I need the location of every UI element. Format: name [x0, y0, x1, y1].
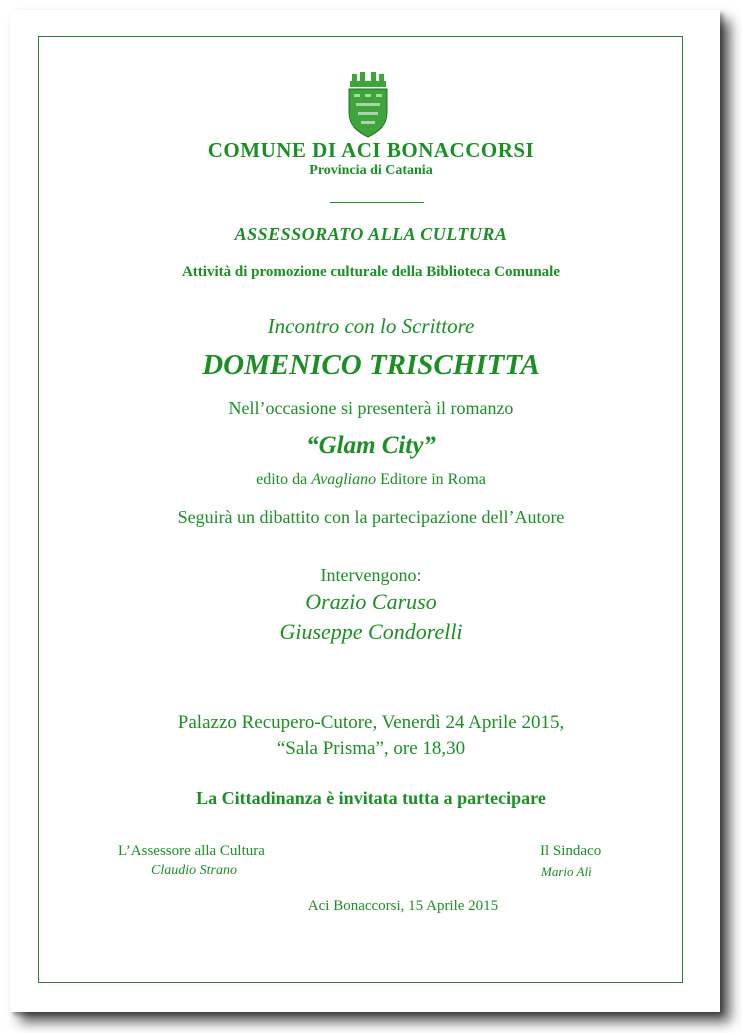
- activity-line: Attività di promozione culturale della Biblioteca Comunale: [181, 264, 561, 280]
- assessor-title: L’Assessore alla Cultura: [118, 843, 265, 859]
- office-heading: ASSESSORATO ALLA CULTURA: [234, 224, 508, 244]
- divider-line: [330, 202, 424, 203]
- province-subtitle: Provincia di Catania: [309, 163, 433, 178]
- event-intro: Incontro con lo Scrittore: [267, 314, 475, 338]
- venue-room-time: “Sala Prisma”, ore 18,30: [276, 738, 466, 759]
- mayor-name: Mario Alì: [541, 864, 592, 879]
- venue-line: Palazzo Recupero-Cutore, Venerdì 24 Aprile 2015,: [177, 712, 565, 733]
- municipality-title: COMUNE DI ACI BONACCORSI: [207, 138, 535, 162]
- speaker-name: Orazio Caruso: [305, 589, 437, 614]
- mayor-title: Il Sindaco: [540, 843, 602, 859]
- assessor-name: Claudio Strano: [151, 863, 237, 878]
- invitation-line: La Cittadinanza è invitata tutta a partecipare: [196, 788, 546, 808]
- place-date: Aci Bonaccorsi, 15 Aprile 2015: [307, 898, 499, 914]
- occasion-line: Nell’occasione si presenterà il romanzo: [228, 398, 514, 418]
- speakers-heading: Intervengono:: [320, 565, 422, 585]
- coat-of-arms-icon: [344, 72, 392, 138]
- debate-line: Seguirà un dibattito con la partecipazione dell’Autore: [177, 507, 565, 527]
- publisher-suffix: Editore in Roma: [376, 471, 486, 488]
- book-title: “Glam City”: [306, 432, 436, 459]
- publisher-line: [0, 471, 742, 489]
- publisher-prefix: edito da: [256, 471, 312, 488]
- publisher-name: Avagliano: [311, 471, 377, 488]
- speaker-name: Giuseppe Condorelli: [279, 619, 463, 644]
- author-name: DOMENICO TRISCHITTA: [202, 349, 540, 381]
